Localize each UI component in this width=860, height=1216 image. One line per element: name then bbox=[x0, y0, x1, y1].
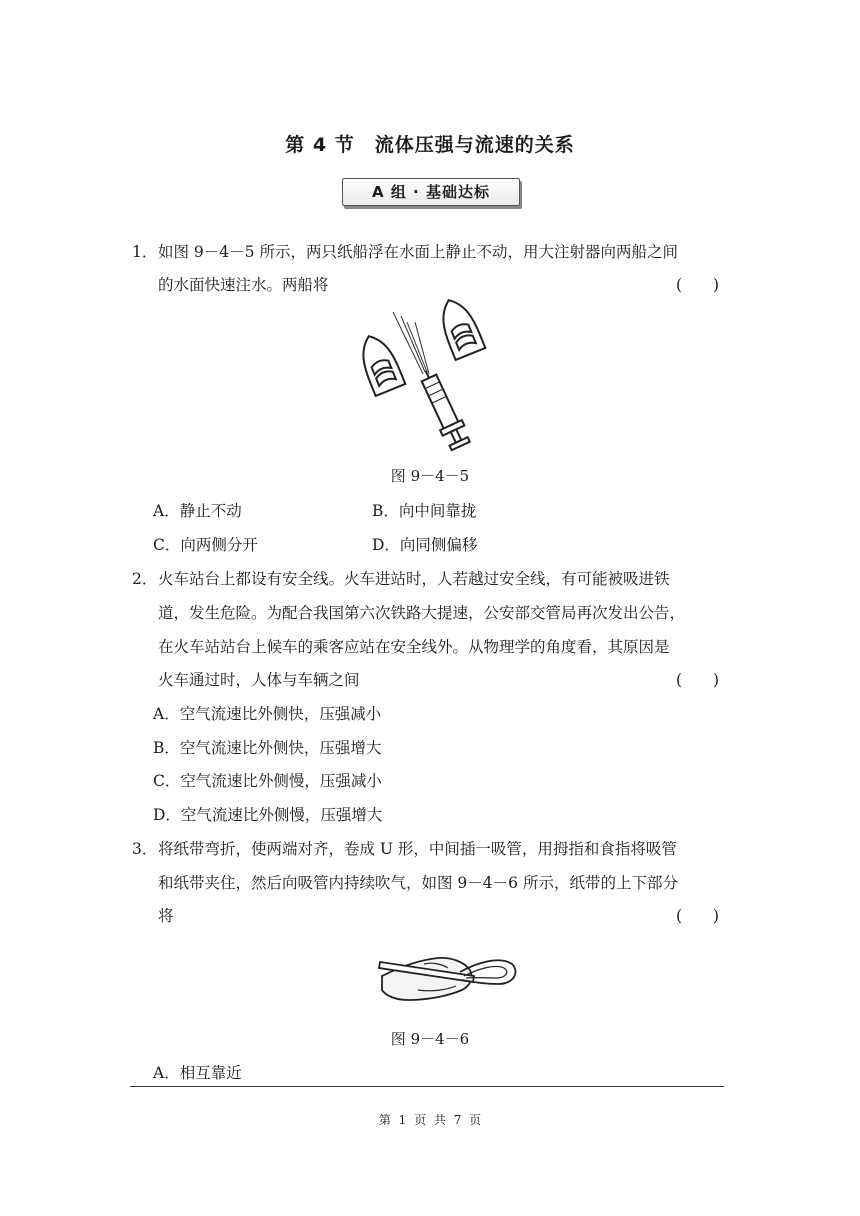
figure-boats-syringe bbox=[345, 292, 495, 460]
question-text-line: 的水面快速注水。两船将 bbox=[158, 276, 329, 294]
question-text-line: 火车站台上都设有安全线。火车进站时，人若越过安全线，有可能被吸进铁 bbox=[158, 570, 670, 588]
question-text-line: 火车通过时，人体与车辆之间 bbox=[158, 671, 360, 689]
figure-caption: 图 9－4－6 bbox=[390, 1030, 470, 1048]
option-c: C．空气流速比外侧慢，压强减小 bbox=[153, 772, 382, 790]
option-a: A．静止不动 bbox=[153, 502, 242, 520]
question-text-line: 在火车站站台上候车的乘客应站在安全线外。从物理学的角度看，其原因是 bbox=[158, 638, 670, 656]
option-a: A．相互靠近 bbox=[153, 1064, 242, 1082]
option-d: D．空气流速比外侧慢，压强增大 bbox=[153, 806, 383, 824]
page-title: 第 4 节 流体压强与流速的关系 bbox=[285, 134, 575, 156]
section-badge: A 组 · 基础达标 bbox=[342, 178, 520, 206]
figure-paper-straw bbox=[378, 946, 520, 1006]
option-b: B．向中间靠拢 bbox=[372, 502, 477, 520]
option-a: A．空气流速比外侧快，压强减小 bbox=[153, 705, 382, 723]
option-c: C．向两侧分开 bbox=[153, 536, 258, 554]
question-text-line: 将 bbox=[158, 907, 174, 925]
figure-caption: 图 9－4－5 bbox=[390, 467, 470, 485]
answer-parentheses: ( ) bbox=[676, 276, 720, 294]
question-text-line: 道，发生危险。为配合我国第六次铁路大提速，公安部交管局再次发出公告， bbox=[158, 604, 686, 622]
option-b: B．空气流速比外侧快，压强增大 bbox=[153, 739, 382, 757]
question-text-line: 将纸带弯折，使两端对齐，卷成 U 形，中间插一吸管，用拇指和食指将吸管 bbox=[158, 840, 677, 858]
page-footer: 第 1 页 共 7 页 bbox=[378, 1113, 482, 1127]
question-number: 3． bbox=[132, 840, 158, 858]
question-text-line: 如图 9－4－5 所示，两只纸船浮在水面上静止不动，用大注射器向两船之间 bbox=[158, 243, 678, 261]
option-d: D．向同侧偏移 bbox=[372, 536, 478, 554]
answer-parentheses: ( ) bbox=[676, 671, 720, 689]
question-number: 1． bbox=[132, 243, 158, 261]
answer-parentheses: ( ) bbox=[676, 907, 720, 925]
footer-divider bbox=[130, 1086, 724, 1087]
question-number: 2． bbox=[132, 570, 158, 588]
question-text-line: 和纸带夹住，然后向吸管内持续吹气，如图 9－4－6 所示，纸带的上下部分 bbox=[158, 874, 678, 892]
